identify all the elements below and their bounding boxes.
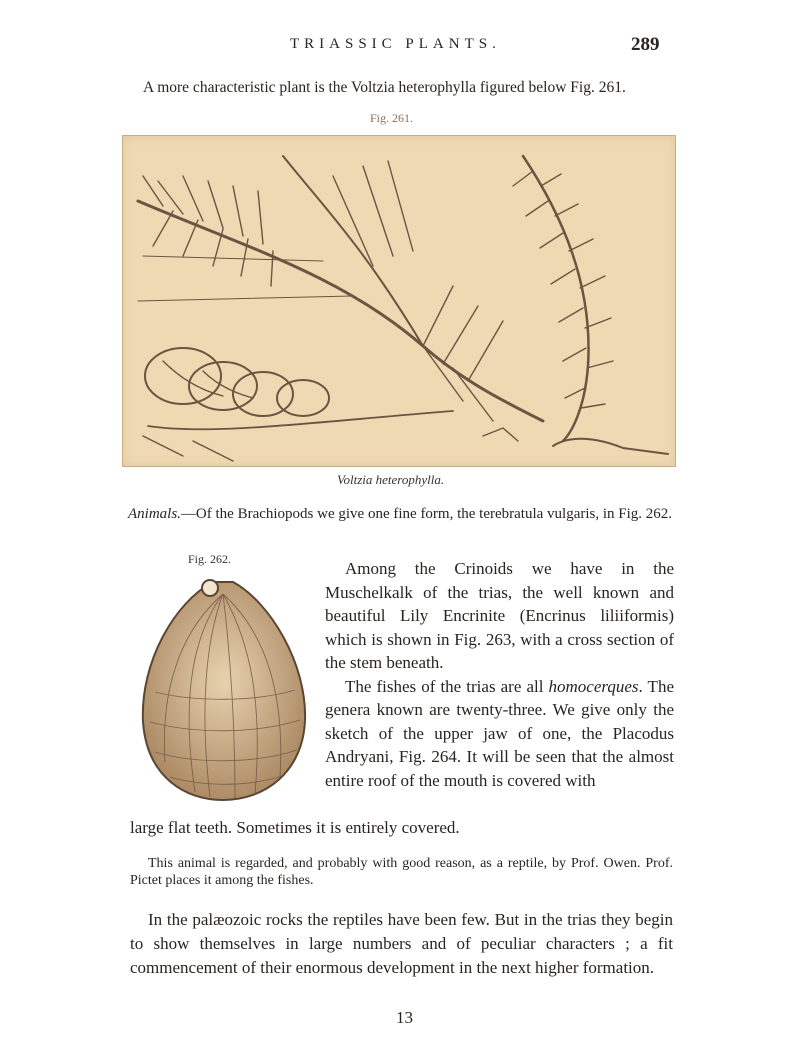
voltzia-fossil-drawing (123, 136, 675, 466)
crinoids-column (325, 557, 674, 792)
animals-paragraph (128, 505, 673, 524)
terebratula-shell-illustration (135, 572, 310, 804)
fishes-paragraph (325, 675, 674, 793)
fishes-paragraph-tail: large flat teeth. Sometimes it is entirely covered. (130, 818, 460, 837)
intro-paragraph: A more characteristic plant is the Voltzia heterophylla figured below Fig. 261. (143, 79, 626, 96)
footnote: This animal is regarded, and probably with good reason, as a reptile, by Prof. Owen. Prof. Pictet places it among the fishes. (130, 856, 673, 888)
page-number: 289 (631, 34, 660, 55)
animals-lead: Animals. (128, 506, 181, 522)
fishes-text-rest: . The genera known are twenty-three. We give only the sketch of the upper jaw of one, the Placodus Andryani, Fig. 264. It will be seen that the almost entire roof of the mouth is covered with (325, 676, 674, 790)
running-title: TRIASSIC PLANTS. (290, 36, 501, 52)
figure-262-label: Fig. 262. (188, 552, 232, 566)
fishes-emphasis: homocerques (548, 676, 639, 696)
figure-261-label: Fig. 261. (370, 111, 414, 125)
figure-261-caption: Voltzia heterophylla. (337, 472, 445, 487)
running-header (0, 36, 800, 58)
signature-mark: 13 (396, 1008, 413, 1027)
voltzia-plate-illustration (122, 135, 676, 467)
closing-paragraph: In the palæozoic rocks the reptiles have been few. But in the trias they begin to show themselves in large numbers and of peculiar characters ; a fit commencement of their enormous development in the next higher formation. (130, 910, 673, 977)
crinoids-paragraph: Among the Crinoids we have in the Muschelkalk of the trias, the well known and beautiful Lily Encrinite (Encrinus liliiformis) which is shown in Fig. 263, with a cross section of the stem beneath. (325, 559, 674, 672)
fishes-text-start: The fishes of the trias are all (345, 676, 549, 696)
animals-text: —Of the Brachiopods we give one fine form, the terebratula vulgaris, in Fig. 262. (180, 506, 673, 522)
